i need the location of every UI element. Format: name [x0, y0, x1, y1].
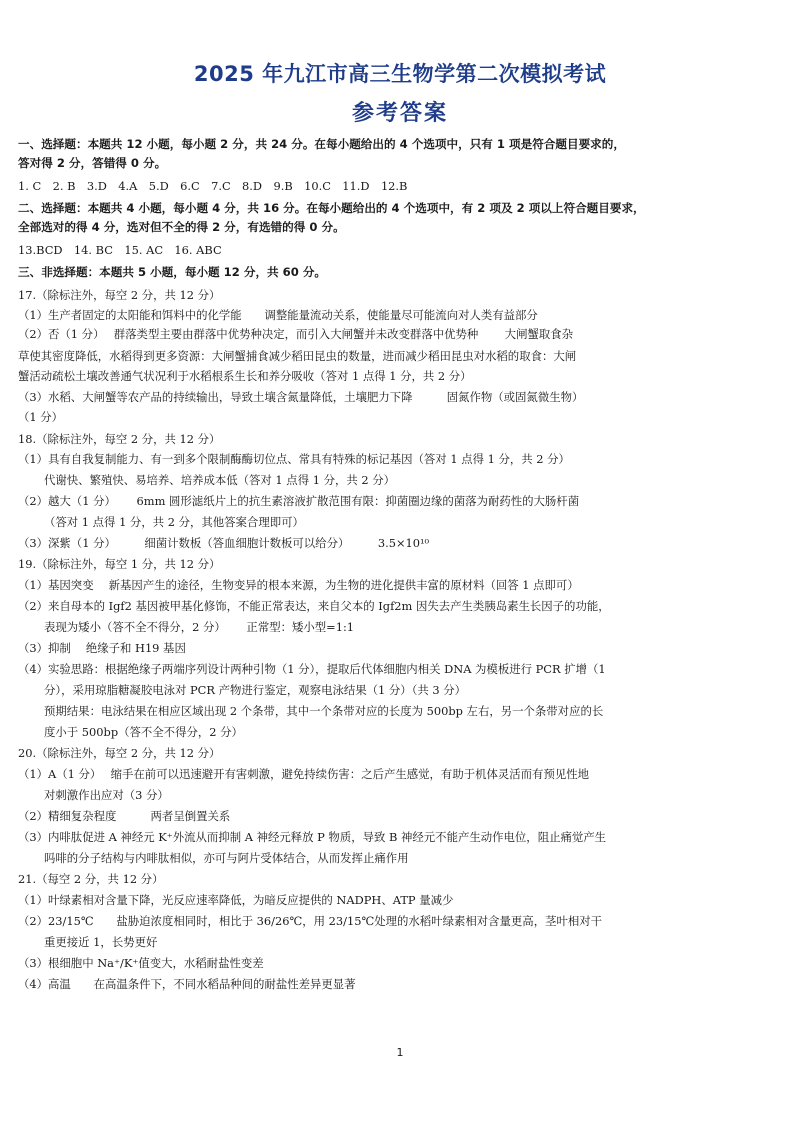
- q19-part3: （3）抑制 绝缘子和 H19 基因: [18, 641, 186, 655]
- q19-part4: （4）实验思路：根据绝缘子两端序列设计两种引物（1 分），提取后代体细胞内相关 DNA 为模板进行 PCR 扩增（1: [18, 662, 606, 676]
- q20-part3-cont: 吗啡的分子结构与内啡肽相似，亦可与阿片受体结合，从而发挥止痛作用: [44, 851, 409, 865]
- question-19-header: 19.（除标注外，每空 1 分，共 12 分）: [18, 557, 221, 571]
- question-17-header: 17.（除标注外，每空 2 分，共 12 分）: [18, 288, 221, 302]
- q18-part1: （1）具有自我复制能力、有一到多个限制酶酶切位点、常具有特殊的标记基因（答对 1 点得 1 分，共 2 分）: [18, 452, 570, 466]
- q17-part3: （3）水稻、大闸蟹等农产品的持续输出，导致土壤含氮量降低，土壤肥力下降 固氮作物（或固氮微生物）: [18, 390, 584, 404]
- page-number: 1: [396, 1046, 404, 1059]
- q21-part1: （1）叶绿素相对含量下降，光反应速率降低，为暗反应提供的 NADPH、ATP 量减少: [18, 893, 454, 907]
- document-subtitle: 参考答案: [351, 101, 448, 126]
- q21-part2-cont: 重更接近 1，长势更好: [44, 935, 158, 949]
- q21-part2: （2）23/15℃ 盐胁迫浓度相同时，相比于 36/26℃，用 23/15℃处理的水稻叶绿素相对含量更高，茎叶相对干: [18, 914, 603, 928]
- q17-part1: （1）生产者固定的太阳能和饵料中的化学能 调整能量流动关系，使能量尽可能流向对人类有益部分: [18, 308, 538, 322]
- q17-part2-cont1: 草使其密度降低，水稻得到更多资源：大闸蟹捕食减少稻田昆虫的数量，进而减少稻田昆虫对水稻的取食：大闸: [18, 349, 577, 363]
- q21-part4: （4）高温 在高温条件下，不同水稻品种间的耐盐性差异更显著: [18, 977, 356, 991]
- q19-part4-cont3: 度小于 500bp（答不全不得分，2 分）: [44, 725, 243, 739]
- section-1-answers: 1. C 2. B 3.D 4.A 5.D 6.C 7.C 8.D 9.B 10.C 11.D 12.B: [18, 179, 408, 193]
- document-title: 2025 年九江市高三生物学第二次模拟考试: [193, 62, 607, 86]
- section-2-heading: 二、选择题：本题共 4 小题，每小题 4 分，共 16 分。在每小题给出的 4 个选项中，有 2 项及 2 项以上符合题目要求，: [18, 201, 645, 215]
- section-3-heading: 三、非选择题：本题共 5 小题，每小题 12 分，共 60 分。: [18, 265, 327, 279]
- question-18-header: 18.（除标注外，每空 2 分，共 12 分）: [18, 432, 221, 446]
- q20-part1: （1）A（1 分） 缩手在前可以迅速避开有害刺激，避免持续伤害：之后产生感觉，有助于机体灵活而有预见性地: [18, 767, 590, 781]
- q20-part1-cont: 对刺激作出应对（3 分）: [44, 788, 169, 802]
- q17-part2: （2）否（1 分） 群落类型主要由群落中优势种决定，而引入大闸蟹并未改变群落中优势种 大闸蟹取食杂: [18, 327, 574, 341]
- q19-part2: （2）来自母本的 Igf2 基因被甲基化修饰，不能正常表达，来自父本的 Igf2m 因失去产生类胰岛素生长因子的功能，: [18, 599, 610, 613]
- q18-part3: （3）深紫（1 分） 细菌计数板（答血细胞计数板可以给分） 3.5×10¹⁰: [18, 536, 430, 550]
- q18-part2-cont: （答对 1 点得 1 分，共 2 分，其他答案合理即可）: [44, 515, 304, 529]
- section-1-heading-cont: 答对得 2 分，答错得 0 分。: [18, 156, 167, 170]
- q19-part4-cont2: 预期结果：电泳结果在相应区域出现 2 个条带，其中一个条带对应的长度为 500bp 左右，另一个条带对应的长: [44, 704, 604, 718]
- q19-part4-cont1: 分），采用琼脂糖凝胶电泳对 PCR 产物进行鉴定，观察电泳结果（1 分）（共 3 分）: [44, 683, 467, 697]
- q21-part3: （3）根细胞中 Na⁺/K⁺值变大，水稻耐盐性变差: [18, 956, 264, 970]
- q18-part2: （2）越大（1 分） 6mm 圆形滤纸片上的抗生素溶液扩散范围有限：抑菌圈边缘的菌落为耐药性的大肠杆菌: [18, 494, 580, 508]
- question-21-header: 21.（每空 2 分，共 12 分）: [18, 872, 164, 886]
- q20-part2: （2）精细复杂程度 两者呈倒置关系: [18, 809, 231, 823]
- q17-part2-cont2: 蟹活动疏松土壤改善通气状况利于水稻根系生长和养分吸收（答对 1 点得 1 分，共 2 分）: [18, 369, 472, 383]
- question-20-header: 20.（除标注外，每空 2 分，共 12 分）: [18, 746, 221, 760]
- section-1-heading: 一、选择题：本题共 12 小题，每小题 2 分，共 24 分。在每小题给出的 4 个选项中，只有 1 项是符合题目要求的，: [18, 137, 625, 151]
- q17-part3-cont: （1 分）: [18, 410, 64, 424]
- q19-part2-cont: 表现为矮小（答不全不得分，2 分） 正常型：矮小型=1:1: [44, 620, 355, 634]
- section-2-answers: 13.BCD 14. BC 15. AC 16. ABC: [18, 243, 222, 257]
- q19-part1: （1）基因突变 新基因产生的途径，生物变异的根本来源，为生物的进化提供丰富的原材料（回答 1 点即可）: [18, 578, 579, 592]
- section-2-heading-cont: 全部选对的得 4 分，选对但不全的得 2 分，有选错的得 0 分。: [18, 220, 345, 234]
- q18-part1-cont: 代谢快、繁殖快、易培养、培养成本低（答对 1 点得 1 分，共 2 分）: [44, 473, 396, 487]
- q20-part3: （3）内啡肽促进 A 神经元 K⁺外流从而抑制 A 神经元释放 P 物质，导致 B 神经元不能产生动作电位，阻止痛觉产生: [18, 830, 607, 844]
